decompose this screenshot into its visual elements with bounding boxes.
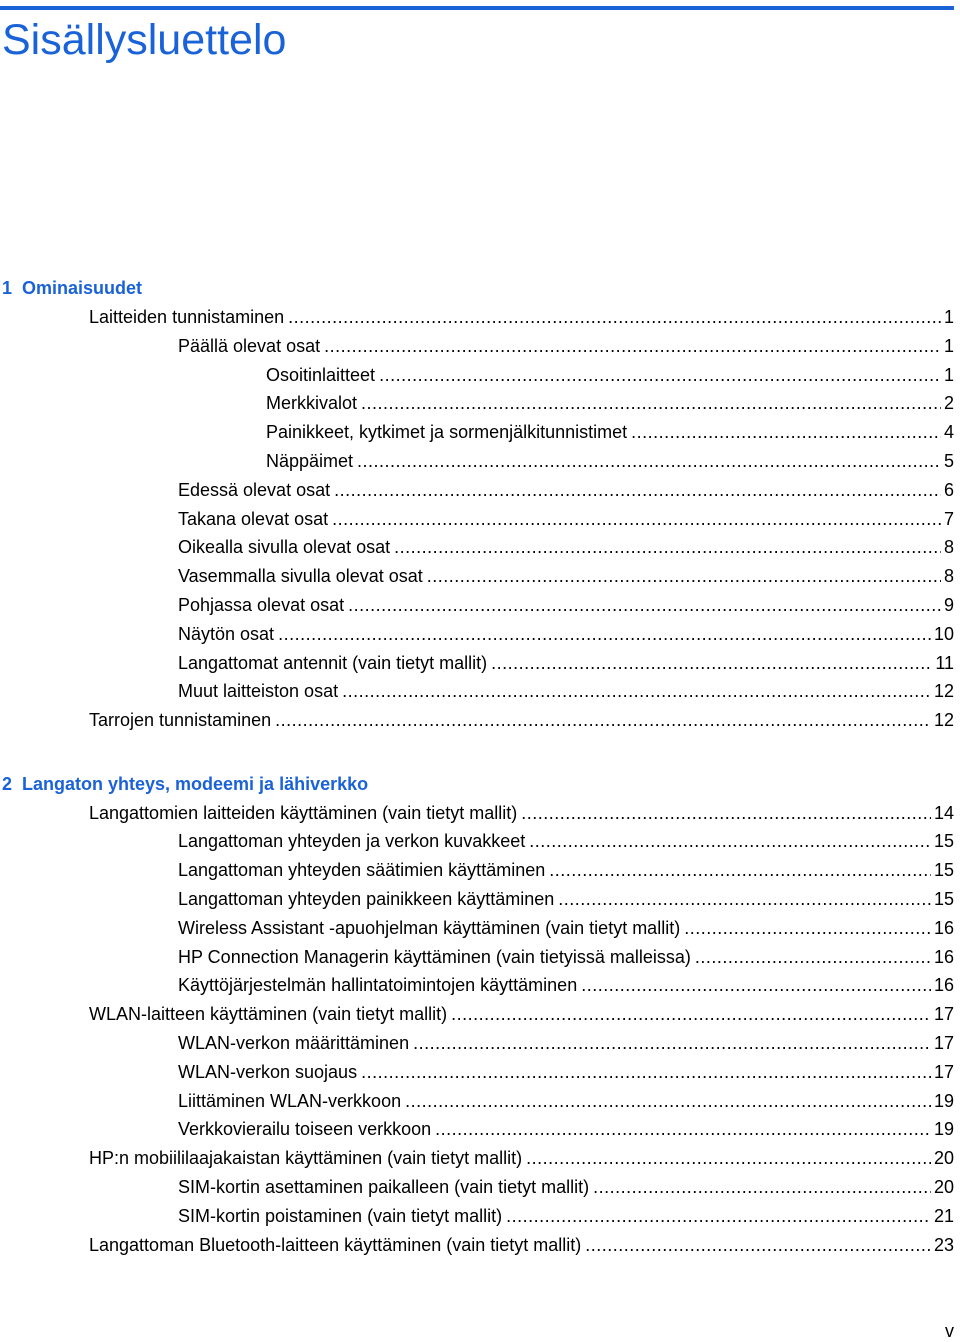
toc-entry-page: 1 (943, 336, 954, 356)
toc-entry-page: 14 (933, 803, 954, 823)
dot-leader (585, 1234, 931, 1256)
toc-entry[interactable] (178, 1032, 954, 1054)
toc-entry-page: 19 (933, 1091, 954, 1111)
page-title: Sisällysluettelo (2, 16, 287, 64)
dot-leader (491, 652, 932, 674)
toc-entry-title: Langattomat antennit (vain tietyt mallit) (178, 653, 488, 673)
dot-leader (451, 1003, 931, 1025)
toc-entry-title: SIM-kortin poistaminen (vain tietyt mallit) (178, 1206, 503, 1226)
toc-entry-page: 17 (933, 1062, 954, 1082)
dot-leader (288, 306, 941, 328)
chapter-heading[interactable] (2, 277, 142, 299)
toc-entry-page: 1 (943, 307, 954, 327)
dot-leader (695, 946, 931, 968)
toc-entry[interactable] (178, 917, 954, 939)
toc-entry-page: 17 (933, 1004, 954, 1024)
toc-entry-page: 2 (943, 393, 954, 413)
toc-entry-page: 12 (933, 710, 954, 730)
toc-entry[interactable] (178, 1118, 954, 1140)
toc-entry[interactable] (178, 508, 954, 530)
toc-entry[interactable] (178, 1090, 954, 1112)
toc-entry-title: Vasemmalla sivulla olevat osat (178, 566, 423, 586)
dot-leader (361, 1061, 931, 1083)
dot-leader (684, 917, 931, 939)
dot-leader (581, 974, 931, 996)
toc-entry-page: 15 (933, 889, 954, 909)
toc-entry-page: 6 (943, 480, 954, 500)
chapter-title: Ominaisuudet (22, 278, 143, 298)
toc-entry[interactable] (178, 623, 954, 645)
dot-leader (278, 623, 931, 645)
toc-entry[interactable] (178, 1176, 954, 1198)
toc-entry[interactable] (266, 392, 954, 414)
toc-entry[interactable] (89, 802, 954, 824)
toc-entry[interactable] (178, 536, 954, 558)
toc-entry-title: Langattoman Bluetooth-laitteen käyttäminen (vain tietyt mallit) (89, 1235, 582, 1255)
toc-entry[interactable] (178, 1205, 954, 1227)
toc-entry-title: SIM-kortin asettaminen paikalleen (vain tietyt mallit) (178, 1177, 590, 1197)
dot-leader (549, 859, 931, 881)
chapter-number: 1 (2, 278, 13, 298)
toc-entry-title: Tarrojen tunnistaminen (89, 710, 272, 730)
toc-entry-page: 20 (933, 1148, 954, 1168)
toc-entry[interactable] (89, 306, 954, 328)
dot-leader (521, 802, 931, 824)
toc-entry-page: 8 (943, 537, 954, 557)
toc-entry-title: Painikkeet, kytkimet ja sormenjälkitunnistimet (266, 422, 628, 442)
toc-entry-page: 7 (943, 509, 954, 529)
toc-entry-page: 15 (933, 860, 954, 880)
toc-entry[interactable] (178, 859, 954, 881)
toc-entry[interactable] (89, 1147, 954, 1169)
dot-leader (275, 709, 931, 731)
toc-entry[interactable] (178, 974, 954, 996)
toc-entry-title: Takana olevat osat (178, 509, 329, 529)
toc-entry-title: HP:n mobiililaajakaistan käyttäminen (vain tietyt mallit) (89, 1148, 523, 1168)
toc-entry-title: Muut laitteiston osat (178, 681, 339, 701)
toc-entry-page: 23 (933, 1235, 954, 1255)
toc-entry-page: 19 (933, 1119, 954, 1139)
dot-leader (361, 392, 941, 414)
toc-entry-page: 5 (943, 451, 954, 471)
toc-entry-title: Oikealla sivulla olevat osat (178, 537, 391, 557)
dot-leader (526, 1147, 931, 1169)
toc-entry[interactable] (178, 888, 954, 910)
toc-entry-title: WLAN-verkon määrittäminen (178, 1033, 410, 1053)
dot-leader (631, 421, 941, 443)
dot-leader (593, 1176, 931, 1198)
toc-entry-title: HP Connection Managerin käyttäminen (vain tietyissä malleissa) (178, 947, 691, 967)
dot-leader (379, 364, 941, 386)
dot-leader (405, 1090, 931, 1112)
toc-entry-page: 15 (933, 831, 954, 851)
dot-leader (324, 335, 941, 357)
toc-entry-title: Langattoman yhteyden painikkeen käyttäminen (178, 889, 555, 909)
toc-entry[interactable] (178, 565, 954, 587)
toc-entry-title: Näytön osat (178, 624, 275, 644)
chapter-title: Langaton yhteys, modeemi ja lähiverkko (22, 774, 369, 794)
toc-entry-title: Pohjassa olevat osat (178, 595, 345, 615)
toc-entry-title: Päällä olevat osat (178, 336, 321, 356)
dot-leader (394, 536, 941, 558)
toc-entry[interactable] (178, 946, 954, 968)
toc-entry-page: 17 (933, 1033, 954, 1053)
dot-leader (558, 888, 931, 910)
toc-entry[interactable] (266, 421, 954, 443)
dot-leader (529, 830, 931, 852)
toc-entry-page: 21 (933, 1206, 954, 1226)
toc-entry-title: WLAN-verkon suojaus (178, 1062, 358, 1082)
toc-entry-title: Langattoman yhteyden säätimien käyttäminen (178, 860, 546, 880)
dot-leader (334, 479, 941, 501)
toc-entry-page: 4 (943, 422, 954, 442)
toc-entry-page: 12 (933, 681, 954, 701)
toc-entry-page: 10 (933, 624, 954, 644)
toc-entry-page: 20 (933, 1177, 954, 1197)
toc-entry-title: WLAN-laitteen käyttäminen (vain tietyt mallit) (89, 1004, 448, 1024)
toc-entry[interactable] (178, 652, 954, 674)
toc-entry[interactable] (178, 479, 954, 501)
toc-entry-title: Langattoman yhteyden ja verkon kuvakkeet (178, 831, 526, 851)
toc-entry-title: Wireless Assistant -apuohjelman käyttäminen (vain tietyt mallit) (178, 918, 681, 938)
toc-entry[interactable] (266, 450, 954, 472)
toc-entry-page: 1 (943, 365, 954, 385)
toc-entry-title: Langattomien laitteiden käyttäminen (vain tietyt mallit) (89, 803, 518, 823)
toc-entry[interactable] (89, 709, 954, 731)
dot-leader (332, 508, 941, 530)
toc-entry-page: 16 (933, 975, 954, 995)
toc-entry-title: Käyttöjärjestelmän hallintatoimintojen käyttäminen (178, 975, 578, 995)
dot-leader (427, 565, 941, 587)
toc-entry-page: 16 (933, 918, 954, 938)
toc-entry[interactable] (89, 1003, 954, 1025)
page-footer-number: v (945, 1321, 954, 1341)
toc-entry[interactable] (89, 1234, 954, 1256)
toc-entry-title: Osoitinlaitteet (266, 365, 376, 385)
toc-entry[interactable] (178, 1061, 954, 1083)
toc-entry-page: 11 (935, 653, 954, 673)
dot-leader (348, 594, 941, 616)
toc-entry-title: Liittäminen WLAN-verkkoon (178, 1091, 402, 1111)
toc-entry-page: 9 (943, 595, 954, 615)
dot-leader (506, 1205, 931, 1227)
chapter-heading[interactable] (2, 773, 368, 795)
dot-leader (413, 1032, 931, 1054)
toc-entry-title: Merkkivalot (266, 393, 358, 413)
toc-entry-page: 16 (933, 947, 954, 967)
dot-leader (342, 680, 931, 702)
toc-entry-title: Edessä olevat osat (178, 480, 331, 500)
top-rule (0, 6, 954, 10)
chapter-number: 2 (2, 774, 13, 794)
dot-leader (435, 1118, 931, 1140)
toc-entry[interactable] (178, 594, 954, 616)
dot-leader (357, 450, 941, 472)
toc-entry-page: 8 (943, 566, 954, 586)
toc-entry[interactable] (178, 680, 954, 702)
toc-entry[interactable] (266, 364, 954, 386)
toc-entry-title: Näppäimet (266, 451, 354, 471)
toc-entry-title: Laitteiden tunnistaminen (89, 307, 285, 327)
toc-entry-title: Verkkovierailu toiseen verkkoon (178, 1119, 432, 1139)
toc-entry[interactable] (178, 830, 954, 852)
toc-entry[interactable] (178, 335, 954, 357)
